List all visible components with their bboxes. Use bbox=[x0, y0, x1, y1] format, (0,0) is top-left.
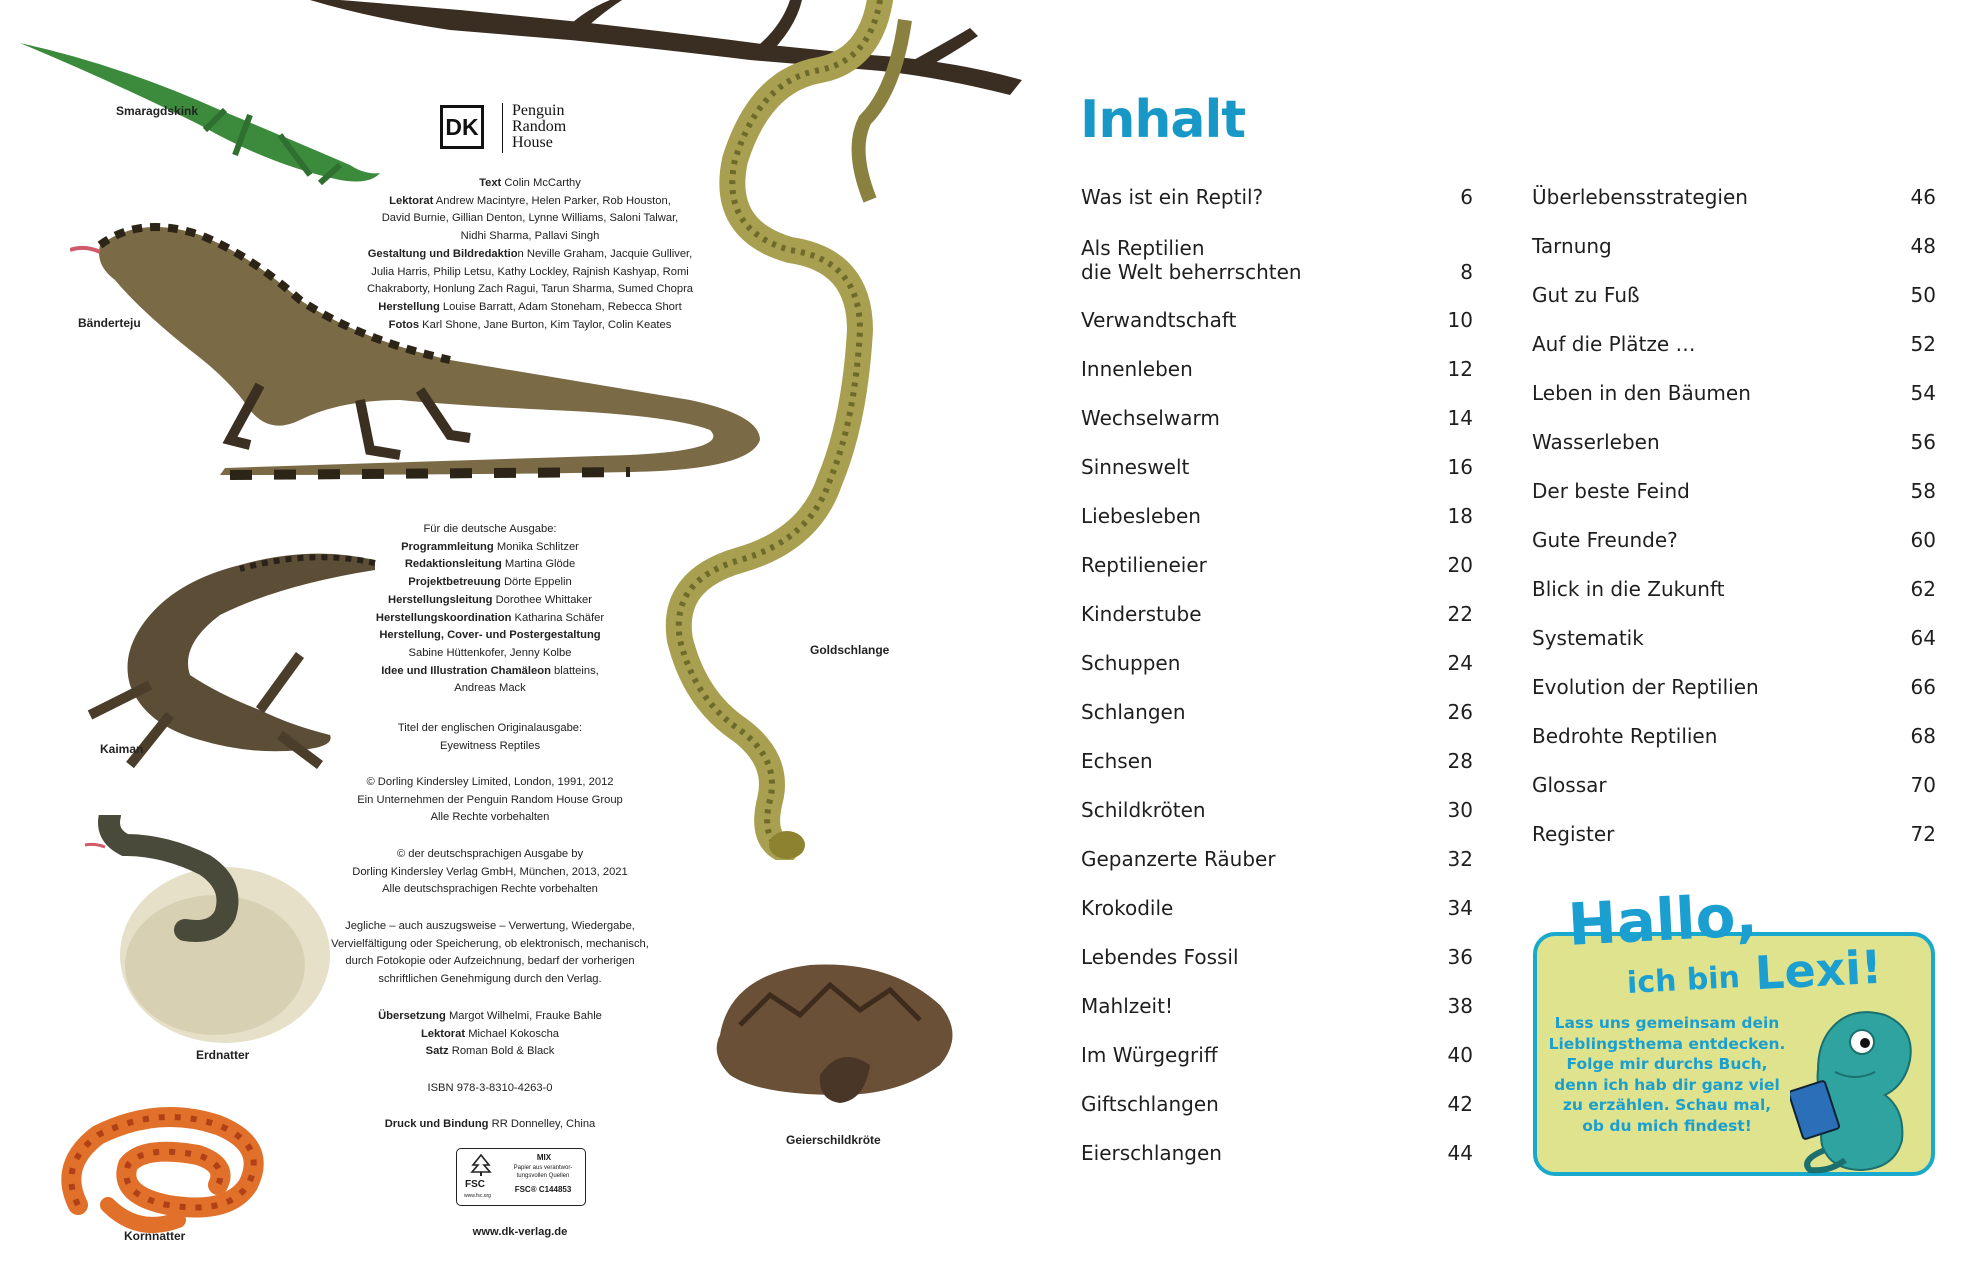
toc-entry-title: Verwandtschaft bbox=[1081, 308, 1237, 332]
toc-entry-page: 34 bbox=[1447, 896, 1473, 920]
toc-entry-page: 8 bbox=[1460, 260, 1473, 284]
imprint-line: Andreas Mack bbox=[454, 682, 526, 695]
toc-entry-page: 48 bbox=[1910, 234, 1936, 258]
imprint-line: Herstellungskoordination Katharina Schäfer bbox=[375, 611, 605, 624]
toc-entry[interactable] bbox=[1081, 798, 1473, 822]
toc-entry[interactable] bbox=[1081, 994, 1473, 1018]
toc-entry[interactable] bbox=[1532, 381, 1936, 405]
toc-entry-page: 60 bbox=[1910, 528, 1936, 552]
toc-entry-title: Schlangen bbox=[1081, 700, 1186, 724]
toc-entry-title: Systematik bbox=[1532, 626, 1644, 650]
toc-entry-title: Register bbox=[1532, 822, 1615, 846]
toc-entry-title: Leben in den Bäumen bbox=[1532, 381, 1751, 405]
toc-entry[interactable] bbox=[1532, 577, 1936, 601]
toc-entry-page: 64 bbox=[1910, 626, 1936, 650]
toc-entry-title: Schildkröten bbox=[1081, 798, 1206, 822]
imprint-line: Übersetzung Margot Wilhelmi, Frauke Bahle bbox=[378, 1010, 602, 1022]
imprint-line: Lektorat Michael Kokoscha bbox=[420, 1027, 560, 1040]
toc-entry-page: 42 bbox=[1447, 1092, 1473, 1116]
imprint-line: Sabine Hüttenkofer, Jenny Kolbe bbox=[408, 646, 572, 659]
toc-entry-page: 46 bbox=[1910, 185, 1936, 209]
toc-entry-page: 58 bbox=[1910, 479, 1936, 503]
toc-entry-page: 52 bbox=[1910, 332, 1936, 356]
imprint-line: Chakraborty, Honlung Zach Ragui, Tarun Sharma, Sumed Chopra bbox=[366, 283, 694, 296]
imprint-copyright-de: © der deutschsprachigen Ausgabe by Dorling Kindersley Verlag GmbH, München, 2013, 2021 Alle deutschsprachigen Rechte vorbehalten bbox=[352, 848, 628, 896]
imprint-copyright-en: © Dorling Kindersley Limited, London, 1991, 2012 Ein Unternehmen der Penguin Random House Group Alle Rechte vorbehalten bbox=[357, 776, 623, 824]
toc-entry[interactable] bbox=[1081, 406, 1473, 430]
toc-entry-page: 50 bbox=[1910, 283, 1936, 307]
toc-entry-title: Glossar bbox=[1532, 773, 1607, 797]
toc-entry-page: 56 bbox=[1910, 430, 1936, 454]
dk-logo-mark: DK bbox=[440, 105, 484, 149]
lexi-hallo: Hallo, bbox=[1566, 881, 1759, 959]
toc-entry-title: Gut zu Fuß bbox=[1532, 283, 1640, 307]
toc-entry-page: 38 bbox=[1447, 994, 1473, 1018]
label-baenderteju: Bänderteju bbox=[78, 316, 141, 330]
toc-entry-title: Überlebensstrategien bbox=[1532, 185, 1748, 209]
toc-entry[interactable] bbox=[1532, 479, 1936, 503]
toc-entry-title: Gepanzerte Räuber bbox=[1081, 847, 1276, 871]
toc-entry-title: Auf die Plätze … bbox=[1532, 332, 1696, 356]
toc-entry-page: 66 bbox=[1910, 675, 1936, 699]
imprint-line: Programmleitung Monika Schlitzer bbox=[401, 540, 579, 553]
imprint-credits-de bbox=[330, 521, 650, 698]
lexi-ich-bin: ich bin bbox=[1626, 960, 1741, 1001]
imprint-line: Herstellungsleitung Dorothee Whittaker bbox=[388, 593, 592, 606]
isbn: ISBN 978-3-8310-4263-0 bbox=[427, 1082, 553, 1094]
toc-entry[interactable] bbox=[1532, 283, 1936, 307]
toc-entry[interactable] bbox=[1081, 1092, 1473, 1116]
toc-entry[interactable] bbox=[1532, 528, 1936, 552]
toc-entry[interactable] bbox=[1532, 773, 1936, 797]
imprint-line: David Burnie, Gillian Denton, Lynne Williams, Saloni Talwar, bbox=[381, 212, 679, 225]
toc-entry-title: Sinneswelt bbox=[1081, 455, 1190, 479]
imprint-translation bbox=[330, 1008, 650, 1061]
label-geierschildkroete: Geierschildkröte bbox=[786, 1133, 881, 1147]
imprint-line: Nidhi Sharma, Pallavi Singh bbox=[460, 230, 600, 243]
toc-entry-title: Tarnung bbox=[1532, 234, 1612, 258]
kornnatter-image bbox=[48, 1105, 278, 1245]
toc-entry-title: Im Würgegriff bbox=[1081, 1043, 1218, 1067]
toc-entry[interactable] bbox=[1081, 357, 1473, 381]
toc-entry-title: Was ist ein Reptil? bbox=[1081, 185, 1264, 209]
imprint-line: Julia Harris, Philip Letsu, Kathy Lockley, Rajnish Kashyap, Romi bbox=[371, 265, 689, 278]
toc-entry-page: 20 bbox=[1447, 553, 1473, 577]
toc-entry[interactable] bbox=[1532, 675, 1936, 699]
toc-entry-page: 62 bbox=[1910, 577, 1936, 601]
imprint-line: Gestaltung und Bildredaktion Neville Graham, Jacquie Gulliver, bbox=[367, 247, 693, 260]
toc-entry-title: Krokodile bbox=[1081, 896, 1174, 920]
imprint-print: Druck und Bindung RR Donnelley, China bbox=[384, 1118, 596, 1130]
toc-entry-title: Kinderstube bbox=[1081, 602, 1202, 626]
toc-entry[interactable] bbox=[1081, 700, 1473, 724]
label-goldschlange: Goldschlange bbox=[810, 643, 890, 657]
toc-entry-title: Blick in die Zukunft bbox=[1532, 577, 1725, 601]
toc-entry[interactable] bbox=[1081, 847, 1473, 871]
toc-entry-title: Reptilieneier bbox=[1081, 553, 1207, 577]
lexi-text: Lass uns gemeinsam dein Lieblingsthema entdecken. Folge mir durchs Buch, denn ich hab dir ganz viel zu erzählen. Schau mal, ob du mich findest! bbox=[1548, 1014, 1786, 1135]
toc-entry[interactable] bbox=[1081, 896, 1473, 920]
toc-entry-page: 16 bbox=[1447, 455, 1473, 479]
toc-entry[interactable] bbox=[1081, 749, 1473, 773]
toc-entry-title: Gute Freunde? bbox=[1532, 528, 1678, 552]
toc-entry-title: Wechselwarm bbox=[1081, 406, 1220, 430]
toc-entry[interactable] bbox=[1081, 1141, 1473, 1165]
toc-entry-page: 24 bbox=[1447, 651, 1473, 675]
imprint-line: Redaktionsleitung Martina Glöde bbox=[404, 558, 576, 571]
toc-entry[interactable] bbox=[1081, 234, 1473, 284]
imprint-legal: Jegliche – auch auszugsweise – Verwertung, Wiedergabe, Vervielfältigung oder Speicherung, ob elektronisch, mechanisch, durch Fotokopie oder Aufzeichnung, bedarf der vorherigen schriftlichen Genehmigung durch den Verlag. bbox=[331, 920, 649, 986]
website: www.dk-verlag.de bbox=[472, 1226, 568, 1238]
toc-entry-title: Der beste Feind bbox=[1532, 479, 1690, 503]
fsc-mix: MIX bbox=[536, 1153, 552, 1162]
toc-entry[interactable] bbox=[1081, 308, 1473, 332]
toc-entry-page: 70 bbox=[1910, 773, 1936, 797]
toc-entry-title: Als Reptilien die Welt beherrschten bbox=[1081, 236, 1302, 284]
toc-entry-page: 30 bbox=[1447, 798, 1473, 822]
fsc-line1: Papier aus verantwor- bbox=[513, 1165, 573, 1171]
fsc-line2: tungsvollen Quellen bbox=[516, 1173, 570, 1179]
toc-entry-page: 44 bbox=[1447, 1141, 1473, 1165]
toc-entry[interactable] bbox=[1532, 332, 1936, 356]
imprint-line: Lektorat Andrew Macintyre, Helen Parker, Rob Houston, bbox=[389, 194, 671, 207]
toc-title: Inhalt bbox=[1080, 90, 1246, 150]
toc-entry-page: 36 bbox=[1447, 945, 1473, 969]
toc-entry-title: Liebesleben bbox=[1081, 504, 1201, 528]
geierschildkroete-image bbox=[700, 955, 970, 1105]
imprint-line: Text Colin McCarthy bbox=[479, 177, 581, 189]
imprint-line: Herstellung, Cover- und Postergestaltung bbox=[379, 629, 601, 642]
toc-entry-page: 12 bbox=[1447, 357, 1473, 381]
toc-entry[interactable] bbox=[1081, 602, 1473, 626]
toc-entry[interactable] bbox=[1081, 651, 1473, 675]
toc-entry-page: 54 bbox=[1910, 381, 1936, 405]
imprint-line: Projektbetreuung Dörte Eppelin bbox=[408, 576, 572, 589]
toc-entry[interactable] bbox=[1532, 626, 1936, 650]
toc-entry-page: 26 bbox=[1447, 700, 1473, 724]
toc-entry-title: Mahlzeit! bbox=[1081, 994, 1173, 1018]
toc-entry-page: 6 bbox=[1460, 185, 1473, 209]
toc-entry-page: 10 bbox=[1447, 308, 1473, 332]
imprint-credits-en bbox=[320, 175, 740, 334]
imprint-original-title: Titel der englischen Originalausgabe: Eyewitness Reptiles bbox=[397, 722, 583, 752]
toc-entry-title: Eierschlangen bbox=[1081, 1141, 1222, 1165]
toc-entry[interactable] bbox=[1081, 504, 1473, 528]
toc-entry-title: Evolution der Reptilien bbox=[1532, 675, 1759, 699]
toc-entry[interactable] bbox=[1532, 185, 1936, 209]
toc-entry-page: 14 bbox=[1447, 406, 1473, 430]
toc-entry[interactable] bbox=[1081, 945, 1473, 969]
toc-entry-page: 40 bbox=[1447, 1043, 1473, 1067]
fsc-label bbox=[456, 1148, 586, 1206]
fsc-code: FSC® C144853 bbox=[514, 1185, 572, 1194]
toc-entry[interactable] bbox=[1081, 1043, 1473, 1067]
imprint-line: Idee und Illustration Chamäleon blatteins, bbox=[381, 664, 599, 677]
toc-entry[interactable] bbox=[1532, 234, 1936, 258]
lexi-name: Lexi! bbox=[1753, 939, 1884, 1001]
fsc-tree-icon bbox=[469, 1154, 493, 1176]
toc-entry[interactable] bbox=[1532, 430, 1936, 454]
imprint-line: Satz Roman Bold & Black bbox=[425, 1045, 555, 1058]
label-kornnatter: Kornnatter bbox=[124, 1229, 186, 1243]
dk-logo-divider bbox=[502, 103, 503, 153]
toc-entry-page: 72 bbox=[1910, 822, 1936, 846]
fsc-url: www.fsc.org bbox=[464, 1193, 491, 1199]
toc-entry-page: 32 bbox=[1447, 847, 1473, 871]
toc-entry-title: Schuppen bbox=[1081, 651, 1181, 675]
erdnatter-image bbox=[65, 815, 335, 1045]
toc-entry-page: 68 bbox=[1910, 724, 1936, 748]
toc-entry-title: Wasserleben bbox=[1532, 430, 1660, 454]
toc-entry-title: Innenleben bbox=[1081, 357, 1193, 381]
toc-entry-title: Echsen bbox=[1081, 749, 1153, 773]
chameleon-lexi-icon bbox=[1790, 1000, 1930, 1175]
label-kaiman: Kaiman bbox=[100, 742, 144, 756]
toc-entry-title: Lebendes Fossil bbox=[1081, 945, 1239, 969]
toc-entry-title: Giftschlangen bbox=[1081, 1092, 1219, 1116]
toc-entry[interactable] bbox=[1532, 822, 1936, 846]
label-erdnatter: Erdnatter bbox=[196, 1048, 250, 1062]
toc-entry[interactable] bbox=[1081, 553, 1473, 577]
imprint-line: Herstellung Louise Barratt, Adam Stoneham, Rebecca Short bbox=[378, 300, 682, 313]
toc-entry-page: 22 bbox=[1447, 602, 1473, 626]
toc-entry[interactable] bbox=[1532, 724, 1936, 748]
imprint-line: Fotos Karl Shone, Jane Burton, Kim Taylor, Colin Keates bbox=[388, 318, 672, 331]
toc-entry-page: 28 bbox=[1447, 749, 1473, 773]
toc-entry-title: Bedrohte Reptilien bbox=[1532, 724, 1718, 748]
imprint-line: Für die deutsche Ausgabe: bbox=[423, 523, 557, 535]
toc-entry[interactable] bbox=[1081, 185, 1473, 209]
dk-logo bbox=[440, 103, 600, 155]
label-smaragdskink: Smaragdskink bbox=[116, 104, 199, 118]
toc-entry-page: 18 bbox=[1447, 504, 1473, 528]
fsc-logo-text: FSC bbox=[465, 1179, 485, 1190]
toc-entry[interactable] bbox=[1081, 455, 1473, 479]
smaragdskink-image bbox=[20, 35, 380, 185]
dk-logo-text: Penguin Random House bbox=[512, 102, 567, 151]
